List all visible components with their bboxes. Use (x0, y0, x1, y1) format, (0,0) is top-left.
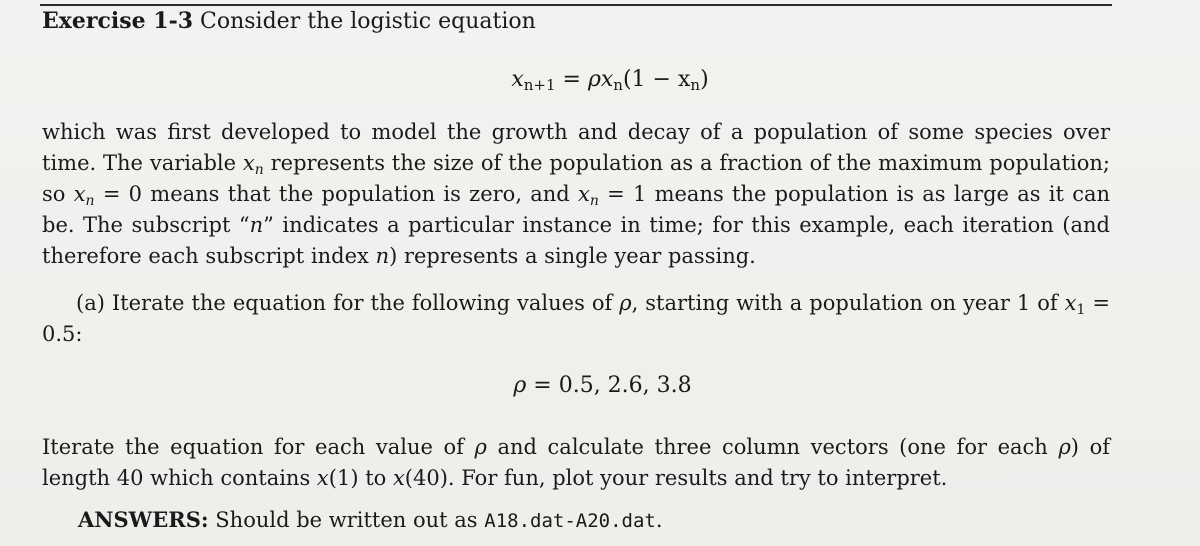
eq-rhs-sub: n (613, 76, 623, 94)
top-rule (40, 4, 1112, 6)
desc-text-3: = 0 means that the population is zero, and (94, 182, 578, 206)
rho-values-equation (0, 372, 1200, 400)
desc-var-x: x (242, 151, 255, 175)
logistic-equation (0, 66, 1200, 94)
part-a-x1-sub: 1 (1076, 302, 1086, 318)
iterate-text-3: ) of length 40 which contains (42, 435, 1110, 490)
part-a-text-3: = 0.5: (42, 291, 1110, 346)
answers-line (78, 505, 663, 536)
desc-text-2: represents the size of the population as a fraction of the maximum population; so (42, 151, 1110, 206)
desc-var3-x: x (578, 182, 590, 206)
description-paragraph (42, 117, 1110, 272)
desc-text-6: ) represents a single year passing. (389, 244, 756, 268)
iterate-rho2: ρ (1058, 435, 1071, 459)
iterate-text-5: . For fun, plot your results and try to interpret. (447, 466, 948, 490)
iterate-rho: ρ (474, 435, 487, 459)
eq-lhs: x (511, 67, 524, 92)
answers-period: . (655, 508, 663, 532)
iterate-text-4: to (358, 466, 393, 490)
desc-text-4: = 1 means the population is as large as it can be. The subscript “ (42, 182, 1110, 237)
eq-lhs-sub: n+1 (523, 76, 556, 94)
answers-text: Should be written out as (208, 508, 485, 532)
desc-n-var2: n (375, 244, 390, 268)
exercise-title: Exercise 1-3 (42, 8, 194, 34)
exercise-intro: Consider the logistic equation (200, 9, 536, 34)
answers-files: A18.dat-A20.dat (484, 510, 656, 532)
iterate-x-first: x (316, 466, 329, 490)
rho-symbol: ρ (513, 373, 527, 398)
desc-var-sub: n (254, 162, 264, 178)
desc-var2-sub: n (85, 193, 95, 209)
iterate-x-first-arg: (1) (328, 466, 359, 490)
part-a-paragraph (42, 288, 1110, 350)
exercise-heading (42, 7, 536, 36)
answers-label: ANSWERS: (78, 507, 209, 532)
iterate-text-1: Iterate the equation for each value of (42, 435, 475, 459)
eq-rhs-rho: ρx (587, 67, 614, 92)
rho-values: = 0.5, 2.6, 3.8 (526, 373, 692, 398)
part-a-text-2: , starting with a population on year 1 of (631, 291, 1065, 315)
desc-text-1: which was first developed to model the growth and decay of a population of some species over time. The variable (42, 120, 1110, 175)
desc-var2-x: x (73, 182, 86, 206)
iterate-paragraph (42, 432, 1110, 494)
desc-var3-sub: n (589, 193, 599, 209)
iterate-x-last-arg: (40) (404, 466, 448, 490)
eq-equals: = (555, 67, 588, 92)
iterate-x-last: x (392, 466, 405, 490)
part-a-text-1: (a) Iterate the equation for the following values of (76, 291, 620, 315)
part-a-rho: ρ (619, 291, 632, 315)
eq-paren-sub: n (690, 76, 701, 94)
desc-n-var: n (249, 213, 264, 237)
part-a-x1: x (1064, 291, 1077, 315)
eq-paren-close: ) (700, 67, 709, 92)
desc-text-5: ” indicates a particular instance in time; for this example, each iteration (and therefore each subscript index (42, 213, 1110, 268)
eq-paren-open: (1 − x (622, 67, 691, 92)
iterate-text-2: and calculate three column vectors (one for each (486, 435, 1059, 459)
